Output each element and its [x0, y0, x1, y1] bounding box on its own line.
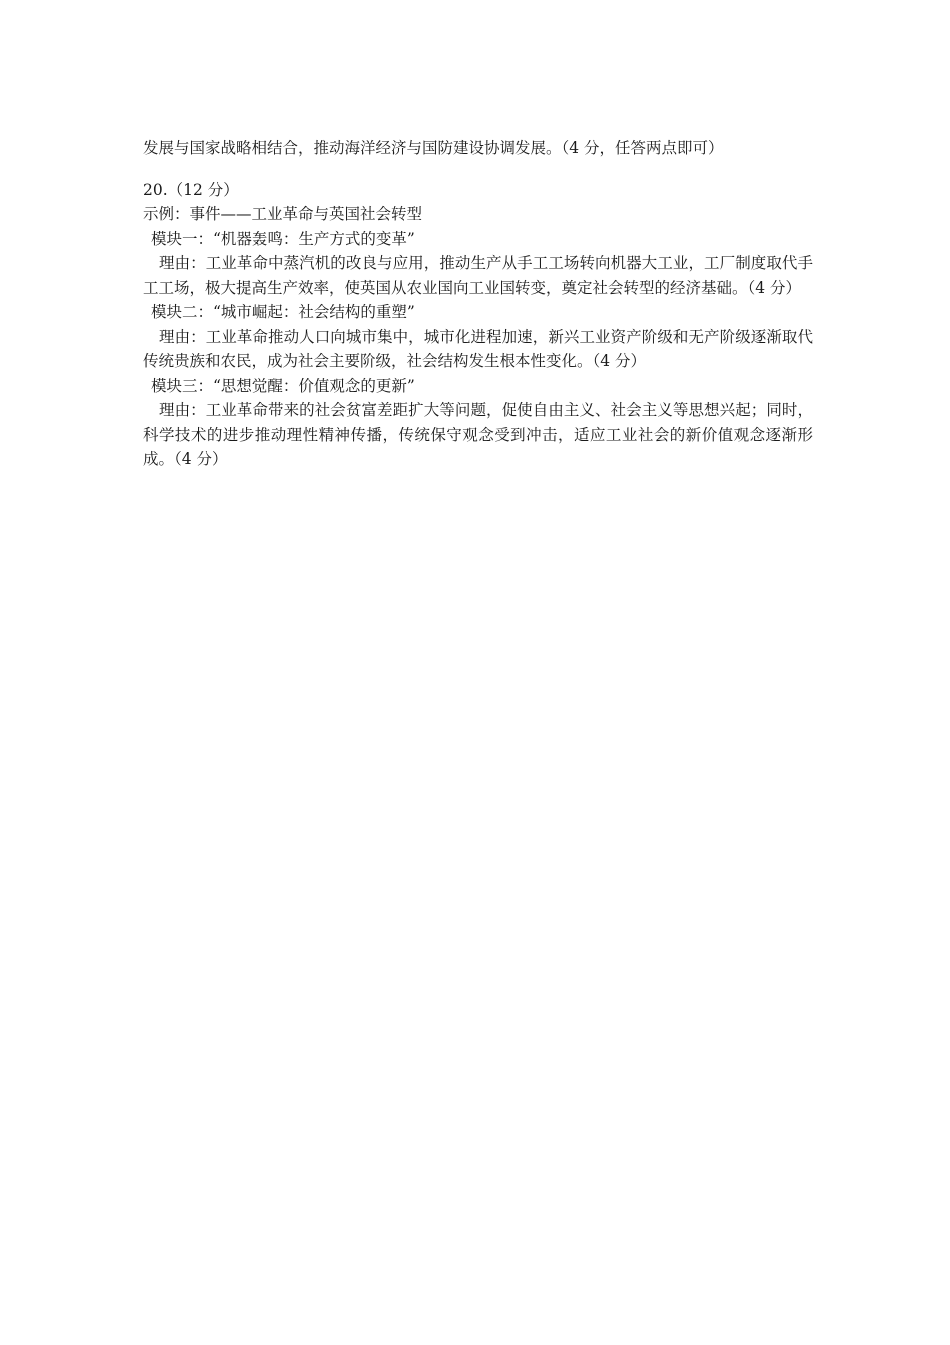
module-2-reason: 理由：工业革命推动人口向城市集中，城市化进程加速，新兴工业资产阶级和无产阶级逐渐取代传统贵族和农民，成为社会主要阶级，社会结构发生根本性变化。（4 分） — [143, 327, 813, 370]
section-gap — [143, 161, 813, 178]
module-1-title: 模块一：“机器轰鸣：生产方式的变革” — [151, 229, 415, 248]
question-20-heading: 20.（12 分） — [143, 180, 239, 199]
module-3-title: 模块三：“思想觉醒：价值观念的更新” — [151, 376, 415, 395]
answer-content — [143, 136, 813, 472]
previous-answer-tail: 发展与国家战略相结合，推动海洋经济与国防建设协调发展。（4 分，任答两点即可） — [143, 139, 724, 157]
example-event-line: 示例：事件——工业革命与英国社会转型 — [143, 205, 423, 223]
module-3-reason: 理由：工业革命带来的社会贫富差距扩大等问题，促使自由主义、社会主义等思想兴起；同时，科学技术的进步推动理性精神传播，传统保守观念受到冲击，适应工业社会的新价值观念逐渐形成。（4 分） — [143, 401, 813, 468]
module-2-title: 模块二：“城市崛起：社会结构的重塑” — [151, 303, 415, 321]
module-1-reason: 理由：工业革命中蒸汽机的改良与应用，推动生产从手工工场转向机器大工业，工厂制度取代手工工场，极大提高生产效率，使英国从农业国向工业国转变，奠定社会转型的经济基础。（4 分） — [143, 254, 813, 297]
